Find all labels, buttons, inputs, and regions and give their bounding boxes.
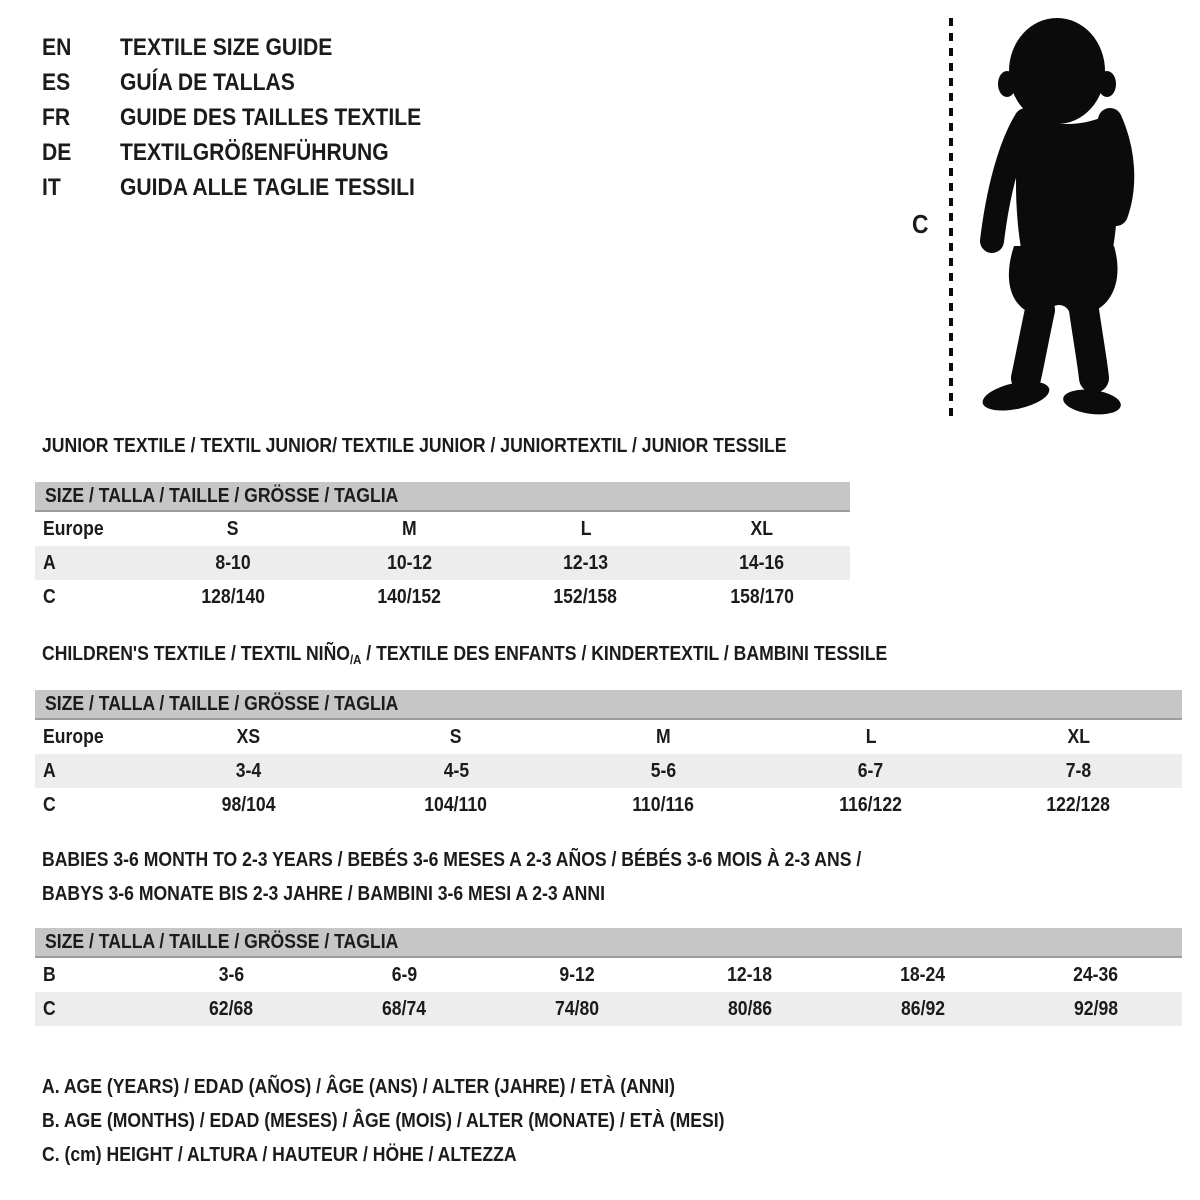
row-label: B — [43, 963, 56, 986]
size-header-bar: SIZE / TALLA / TAILLE / GRÖSSE / TAGLIA — [35, 690, 1182, 720]
table-row-a — [35, 754, 1182, 788]
size-cell: 152/158 — [553, 585, 618, 608]
babies-section-title-line2: BABYS 3-6 MONATE BIS 2-3 JAHRE / BAMBINI 3-6 MESI A 2-3 ANNI — [42, 883, 605, 905]
toddler-silhouette-icon — [968, 16, 1136, 418]
size-cell: 74/80 — [555, 997, 600, 1020]
size-cell: 68/74 — [382, 997, 427, 1020]
size-cell: 18-24 — [900, 963, 946, 986]
size-cell: 122/128 — [1046, 793, 1111, 816]
row-label: Europe — [43, 725, 104, 748]
size-cell: 158/170 — [730, 585, 794, 608]
row-label: C — [43, 585, 56, 608]
language-code: DE — [42, 138, 72, 166]
size-cell: 8-10 — [215, 551, 251, 574]
babies-size-table — [35, 928, 1182, 1026]
size-header-bar: SIZE / TALLA / TAILLE / GRÖSSE / TAGLIA — [35, 928, 1182, 958]
size-cell: 12-18 — [727, 963, 773, 986]
size-cell: 62/68 — [209, 997, 254, 1020]
row-label: C — [43, 793, 56, 816]
children-section-title: CHILDREN'S TEXTILE / TEXTIL $NIÑO_{/A}$ / TEXTILE DES ENFANTS / KINDERTEXTIL / BAMBINI TESSILE — [42, 643, 888, 667]
size-header-bar: SIZE / TALLA / TAILLE / GRÖSSE / TAGLIA — [35, 482, 850, 512]
language-code: IT — [42, 173, 61, 201]
language-code: EN — [42, 33, 72, 61]
junior-section-title: JUNIOR TEXTILE / TEXTIL JUNIOR/ TEXTILE JUNIOR / JUNIORTEXTIL / JUNIOR TESSILE — [42, 435, 787, 457]
size-cell: S — [227, 517, 239, 540]
language-row-it — [42, 170, 462, 205]
size-cell: 9-12 — [559, 963, 595, 986]
size-cell: XS — [236, 725, 261, 748]
size-cell: 6-7 — [858, 759, 884, 782]
row-label: A — [43, 551, 56, 574]
size-cell: 92/98 — [1073, 997, 1118, 1020]
language-code: ES — [42, 68, 71, 96]
size-cell: XL — [1067, 725, 1090, 748]
legend-line-c: C. (cm) HEIGHT / ALTURA / HAUTEUR / HÖHE / ALTEZZA — [42, 1143, 517, 1166]
size-cell: 98/104 — [221, 793, 276, 816]
language-label: GUIDE DES TAILLES TEXTILE — [120, 103, 422, 131]
babies-section-title-line1: BABIES 3-6 MONTH TO 2-3 YEARS / BEBÉS 3-6 MESES A 2-3 AÑOS / BÉBÉS 3-6 MOIS À 2-3 ANS / — [42, 849, 862, 871]
table-row-europe — [35, 512, 850, 546]
children-size-table — [35, 690, 1182, 822]
language-row-es — [42, 65, 462, 100]
table-row-c — [35, 580, 850, 614]
size-cell: 110/116 — [632, 793, 695, 816]
size-cell: 128/140 — [201, 585, 265, 608]
row-label: C — [43, 997, 56, 1020]
language-label: GUIDA ALLE TAGLIE TESSILI — [120, 173, 415, 201]
junior-size-table — [35, 482, 850, 614]
size-cell: M — [402, 517, 417, 540]
legend-line-b: B. AGE (MONTHS) / EDAD (MESES) / ÂGE (MOIS) / ALTER (MONATE) / ETÀ (MESI) — [42, 1109, 725, 1132]
size-cell: S — [450, 725, 462, 748]
size-cell: XL — [750, 517, 774, 540]
size-cell: 80/86 — [727, 997, 772, 1020]
size-cell: 4-5 — [443, 759, 469, 782]
language-row-fr — [42, 100, 462, 135]
legend-line-a: A. AGE (YEARS) / EDAD (AÑOS) / ÂGE (ANS) / ALTER (JAHRE) / ETÀ (ANNI) — [42, 1075, 675, 1098]
table-row-b — [35, 958, 1182, 992]
language-row-en — [42, 30, 462, 65]
size-cell: 10-12 — [386, 551, 432, 574]
size-cell: 3-6 — [218, 963, 245, 986]
row-label: Europe — [43, 517, 104, 540]
language-label: TEXTILGRÖßENFÜHRUNG — [120, 138, 389, 166]
legend — [42, 1070, 818, 1172]
language-label: TEXTILE SIZE GUIDE — [120, 33, 333, 61]
table-row-c — [35, 788, 1182, 822]
size-cell: 3-4 — [235, 759, 262, 782]
table-row-a — [35, 546, 850, 580]
size-cell: 6-9 — [391, 963, 417, 986]
size-cell: M — [656, 725, 671, 748]
measure-label-c: C — [912, 209, 929, 239]
size-cell: 7-8 — [1065, 759, 1091, 782]
size-cell: 116/122 — [839, 793, 903, 816]
language-code: FR — [42, 103, 71, 131]
size-cell: 5-6 — [650, 759, 677, 782]
size-cell: 24-36 — [1073, 963, 1119, 986]
size-cell: L — [865, 725, 877, 748]
row-label: A — [43, 759, 56, 782]
table-row-c — [35, 992, 1182, 1026]
language-label: GUÍA DE TALLAS — [120, 68, 295, 96]
language-guide — [42, 30, 462, 205]
size-cell: 140/152 — [377, 585, 442, 608]
size-cell: L — [580, 517, 592, 540]
table-row-europe — [35, 720, 1182, 754]
size-cell: 86/92 — [900, 997, 945, 1020]
size-cell: 14-16 — [739, 551, 785, 574]
height-measure-line — [947, 16, 955, 418]
size-cell: 104/110 — [424, 793, 488, 816]
title-subscript: /A — [349, 652, 362, 667]
language-row-de — [42, 135, 462, 170]
size-cell: 12-13 — [563, 551, 609, 574]
